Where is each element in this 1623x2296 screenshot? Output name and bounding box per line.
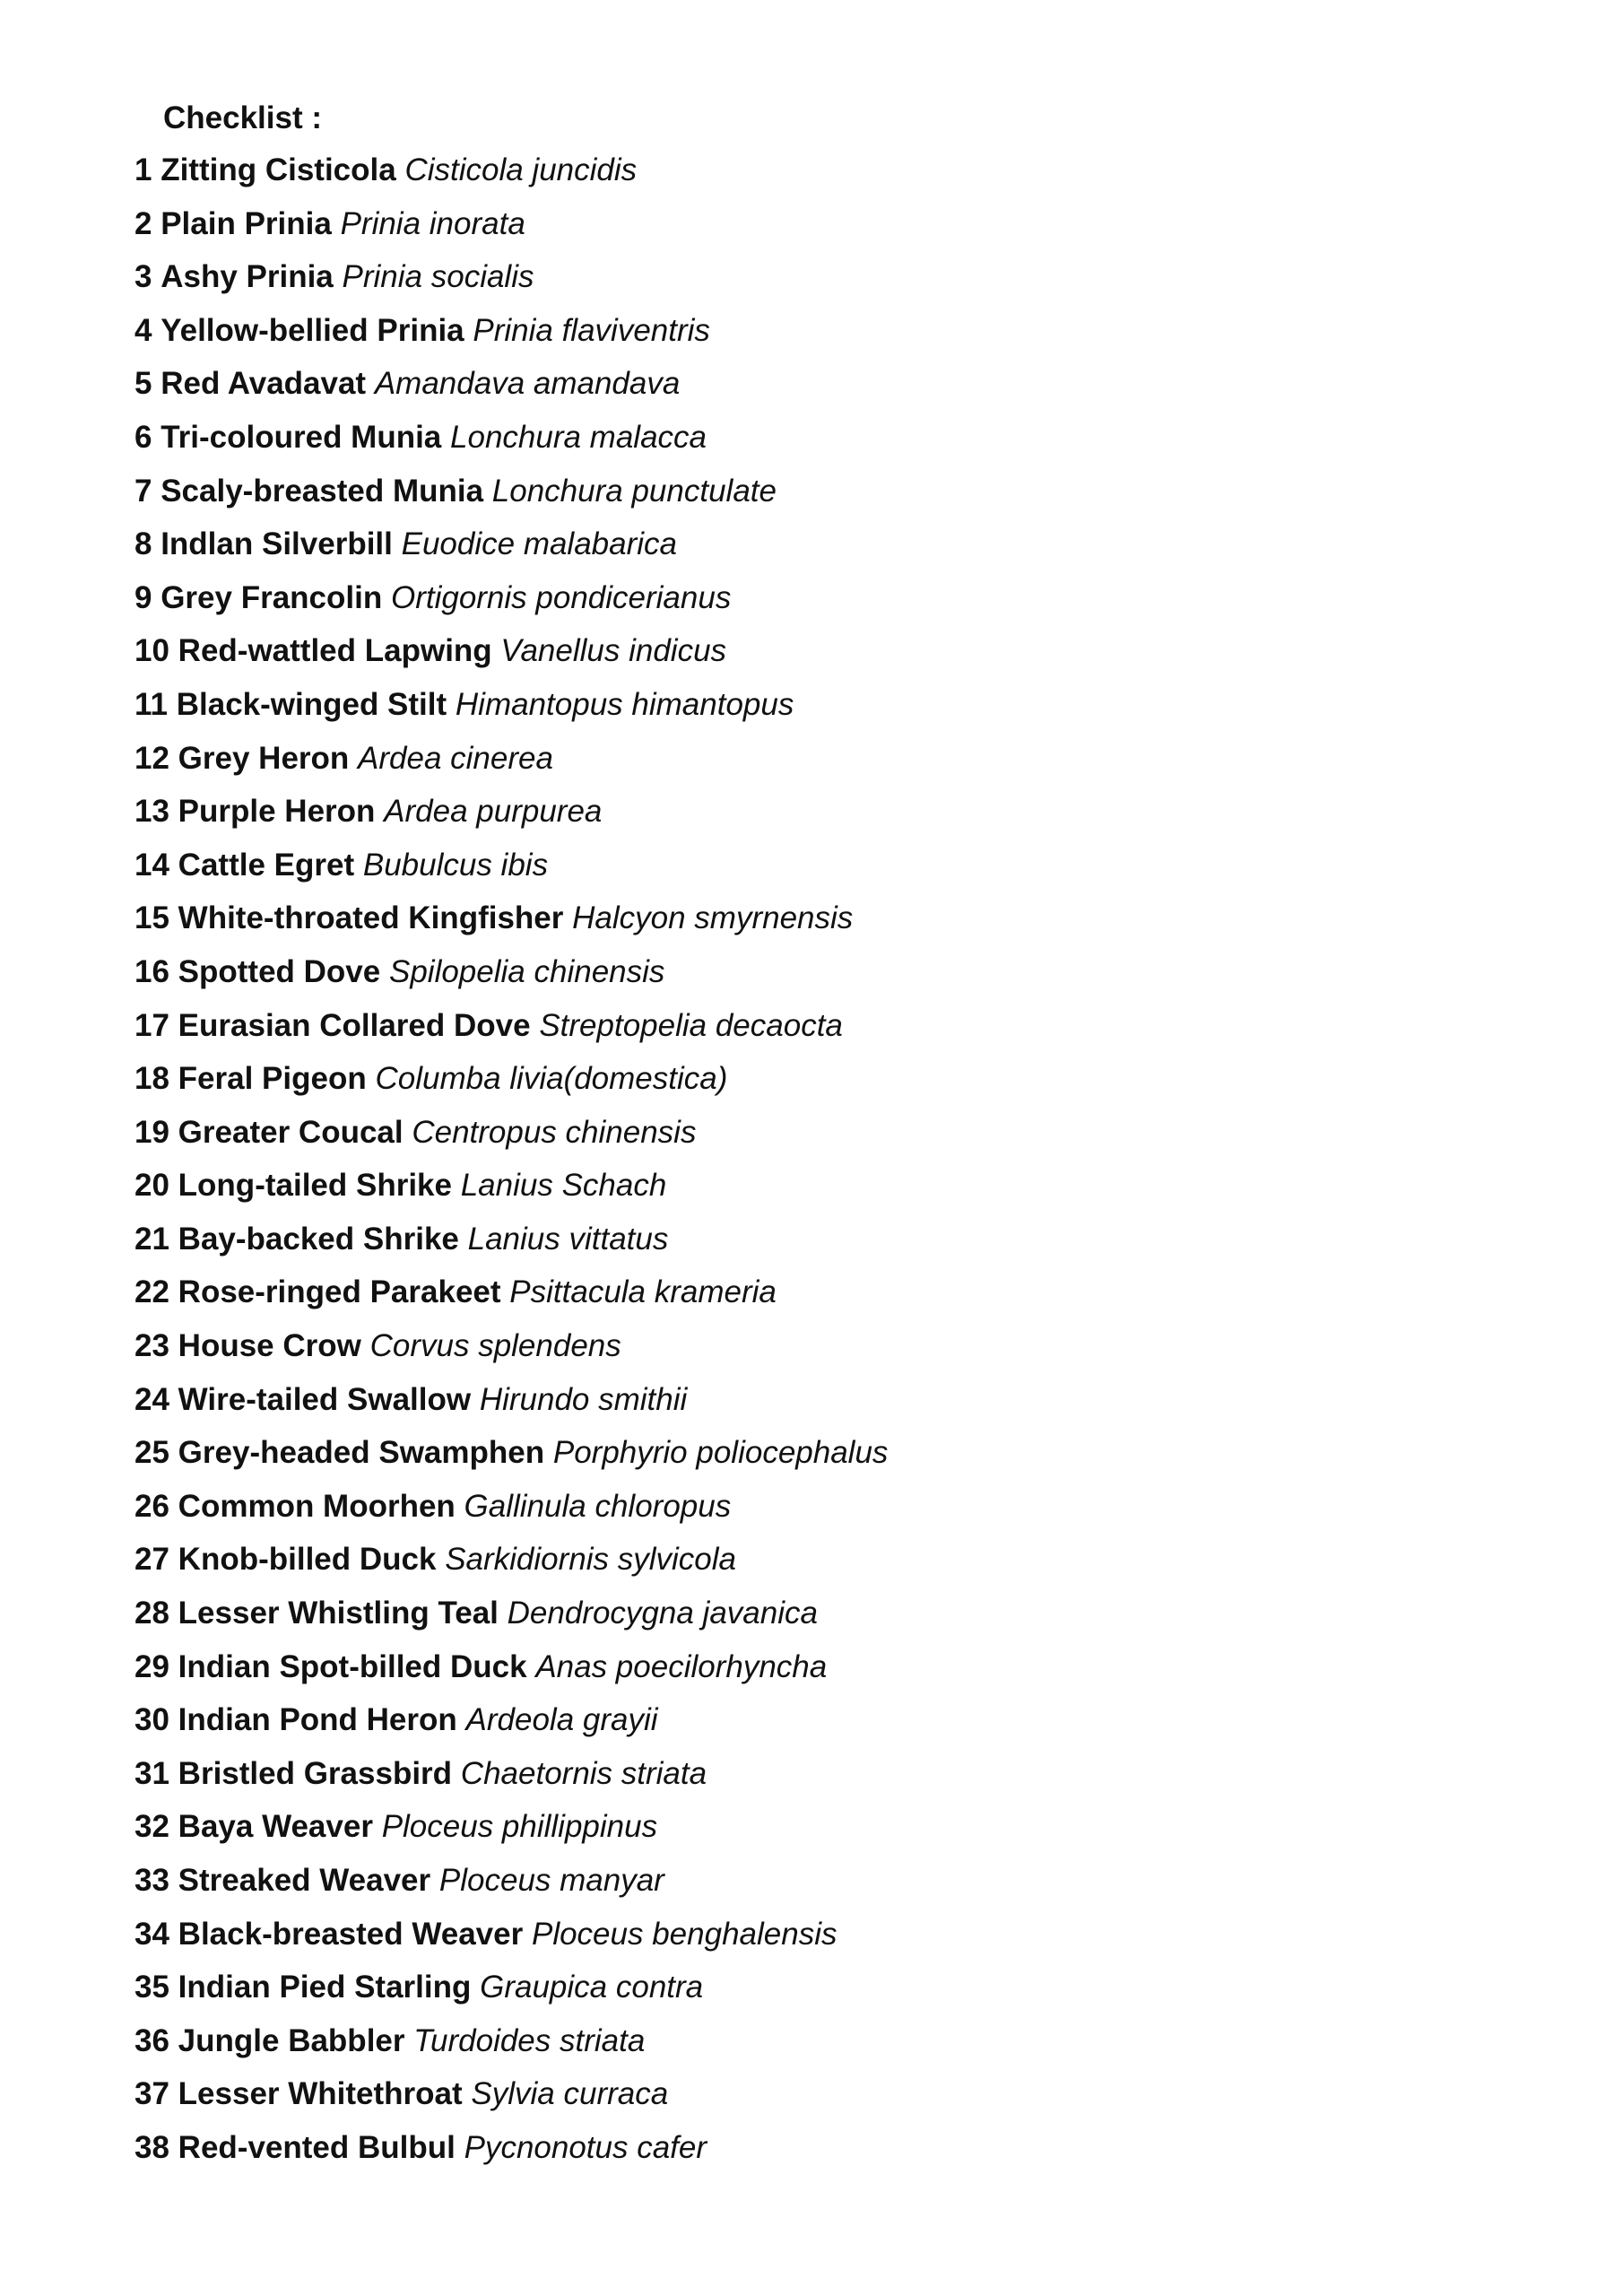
species-number: 20	[135, 1168, 169, 1204]
species-common-name: Indian Spot-billed Duck	[178, 1648, 527, 1684]
species-scientific-name: Halcyon smyrnensis	[572, 900, 854, 936]
species-item	[135, 1640, 1480, 1694]
species-number: 12	[135, 740, 169, 776]
species-scientific-name: Lanius Schach	[460, 1168, 667, 1204]
species-scientific-name: Lanius vittatus	[467, 1221, 669, 1257]
species-item	[135, 839, 1480, 892]
species-scientific-name: Ploceus manyar	[438, 1863, 664, 1898]
species-common-name: Indian Pond Heron	[178, 1702, 457, 1738]
species-number: 30	[135, 1702, 169, 1738]
species-scientific-name: Anas poecilorhyncha	[535, 1648, 828, 1684]
species-number: 37	[135, 2076, 169, 2112]
species-number: 7	[135, 473, 152, 509]
species-scientific-name: Lonchura punctulate	[491, 473, 777, 509]
species-common-name: Knob-billed Duck	[178, 1542, 437, 1578]
species-scientific-name: Lonchura malacca	[450, 419, 707, 455]
species-item	[135, 357, 1480, 411]
species-common-name: Grey Francolin	[161, 579, 383, 615]
species-scientific-name: Prinia socialis	[342, 259, 534, 295]
species-item	[135, 1747, 1480, 1801]
species-item	[135, 1052, 1480, 1106]
species-number: 28	[135, 1596, 169, 1631]
species-item	[135, 1480, 1480, 1534]
species-scientific-name: Sylvia curraca	[471, 2076, 669, 2112]
species-number: 32	[135, 1809, 169, 1845]
species-common-name: Scaly-breasted Munia	[161, 473, 484, 509]
species-number: 23	[135, 1328, 169, 1364]
species-common-name: Common Moorhen	[178, 1488, 456, 1524]
species-common-name: Streaked Weaver	[178, 1863, 431, 1898]
species-common-name: Baya Weaver	[178, 1809, 373, 1845]
species-common-name: Bay-backed Shrike	[178, 1221, 459, 1257]
species-item	[135, 1800, 1480, 1854]
species-item	[135, 1426, 1480, 1480]
species-number: 4	[135, 312, 152, 348]
species-scientific-name: Centropus chinensis	[412, 1114, 697, 1150]
species-item	[135, 1213, 1480, 1266]
species-item	[135, 304, 1480, 358]
species-common-name: Black-winged Stilt	[176, 686, 447, 722]
species-item	[135, 1265, 1480, 1319]
species-scientific-name: Euodice malabarica	[401, 526, 678, 562]
species-number: 17	[135, 1007, 169, 1043]
species-common-name: White-throated Kingfisher	[178, 900, 564, 936]
species-number: 27	[135, 1542, 169, 1578]
species-item	[135, 571, 1480, 625]
species-number: 9	[135, 579, 152, 615]
species-item	[135, 785, 1480, 839]
species-common-name: Zitting Cisticola	[161, 152, 396, 187]
species-number: 5	[135, 366, 152, 402]
species-common-name: Indian Pied Starling	[178, 1970, 472, 2005]
checklist-heading: Checklist :	[163, 100, 322, 135]
species-common-name: Red-wattled Lapwing	[178, 633, 492, 669]
species-number: 34	[135, 1916, 169, 1952]
document-page	[135, 97, 1480, 2175]
species-common-name: Jungle Babbler	[178, 2022, 405, 2058]
species-scientific-name: Sarkidiornis sylvicola	[445, 1542, 737, 1578]
species-item	[135, 1373, 1480, 1427]
species-common-name: Red Avadavat	[161, 366, 367, 402]
species-item	[135, 2067, 1480, 2121]
species-item	[135, 624, 1480, 678]
species-item	[135, 1106, 1480, 1160]
species-number: 36	[135, 2022, 169, 2058]
species-common-name: Black-breasted Weaver	[178, 1916, 524, 1952]
species-scientific-name: Corvus splendens	[369, 1328, 621, 1364]
species-number: 11	[135, 686, 168, 722]
species-scientific-name: Prinia flaviventris	[473, 312, 710, 348]
species-item	[135, 732, 1480, 786]
species-number: 10	[135, 633, 169, 669]
species-item	[135, 197, 1480, 251]
species-item	[135, 1854, 1480, 1908]
species-scientific-name: Dendrocygna javanica	[507, 1596, 818, 1631]
species-scientific-name: Ardea cinerea	[358, 740, 553, 776]
species-item	[135, 411, 1480, 465]
species-item	[135, 1159, 1480, 1213]
species-scientific-name: Ortigornis pondicerianus	[390, 579, 732, 615]
species-item	[135, 2121, 1480, 2175]
species-scientific-name: Gallinula chloropus	[464, 1488, 732, 1524]
species-number: 1	[135, 152, 152, 187]
species-common-name: Grey-headed Swamphen	[178, 1435, 545, 1471]
species-scientific-name: Bubulcus ibis	[362, 847, 549, 883]
species-common-name: Ashy Prinia	[161, 259, 334, 295]
species-common-name: Plain Prinia	[161, 205, 332, 241]
species-common-name: Grey Heron	[178, 740, 350, 776]
species-scientific-name: Himantopus himantopus	[455, 686, 794, 722]
species-item	[135, 1693, 1480, 1747]
species-number: 13	[135, 794, 169, 830]
species-item	[135, 1319, 1480, 1373]
species-scientific-name: Hirundo smithii	[479, 1381, 688, 1417]
species-item	[135, 517, 1480, 571]
species-number: 15	[135, 900, 169, 936]
species-common-name: Bristled Grassbird	[178, 1755, 453, 1791]
species-common-name: Rose-ringed Parakeet	[178, 1274, 501, 1310]
species-item	[135, 465, 1480, 518]
species-scientific-name: Spilopelia chinensis	[388, 953, 665, 989]
species-item	[135, 999, 1480, 1053]
species-scientific-name: Streptopelia decaocta	[539, 1007, 843, 1043]
species-item	[135, 678, 1480, 732]
species-scientific-name: Vanellus indicus	[500, 633, 727, 669]
species-scientific-name: Pycnonotus cafer	[464, 2129, 707, 2165]
species-number: 26	[135, 1488, 169, 1524]
species-scientific-name: Amandava amandava	[374, 366, 681, 402]
species-number: 19	[135, 1114, 169, 1150]
species-number: 8	[135, 526, 152, 562]
species-item	[135, 144, 1480, 197]
species-common-name: Long-tailed Shrike	[178, 1168, 452, 1204]
species-scientific-name: Psittacula krameria	[509, 1274, 777, 1310]
species-number: 33	[135, 1863, 169, 1898]
species-number: 2	[135, 205, 152, 241]
species-common-name: Feral Pigeon	[178, 1061, 367, 1097]
species-common-name: Tri-coloured Munia	[161, 419, 442, 455]
species-item	[135, 2014, 1480, 2068]
species-number: 6	[135, 419, 152, 455]
species-scientific-name: Ploceus phillippinus	[381, 1809, 658, 1845]
species-number: 21	[135, 1221, 169, 1257]
species-scientific-name: Ploceus benghalensis	[531, 1916, 838, 1952]
species-scientific-name: Graupica contra	[480, 1970, 704, 2005]
species-common-name: Cattle Egret	[178, 847, 355, 883]
species-scientific-name: Chaetornis striata	[460, 1755, 707, 1791]
species-item	[135, 1908, 1480, 1961]
species-common-name: House Crow	[178, 1328, 361, 1364]
species-number: 22	[135, 1274, 169, 1310]
species-item	[135, 891, 1480, 945]
species-common-name: Purple Heron	[178, 794, 376, 830]
species-item	[135, 1587, 1480, 1640]
species-number: 31	[135, 1755, 169, 1791]
species-common-name: Indlan Silverbill	[161, 526, 393, 562]
species-common-name: Yellow-bellied Prinia	[161, 312, 464, 348]
species-item	[135, 250, 1480, 304]
species-number: 38	[135, 2129, 169, 2165]
species-scientific-name: Columba livia(domestica)	[375, 1061, 728, 1097]
species-item	[135, 945, 1480, 999]
species-item	[135, 1533, 1480, 1587]
species-common-name: Lesser Whistling Teal	[178, 1596, 499, 1631]
species-number: 25	[135, 1435, 169, 1471]
species-scientific-name: Ardeola grayii	[465, 1702, 658, 1738]
species-scientific-name: Turdoides striata	[413, 2022, 646, 2058]
species-number: 35	[135, 1970, 169, 2005]
species-list	[135, 144, 1480, 2175]
species-number: 18	[135, 1061, 169, 1097]
species-common-name: Eurasian Collared Dove	[178, 1007, 531, 1043]
species-scientific-name: Porphyrio poliocephalus	[552, 1435, 889, 1471]
species-common-name: Spotted Dove	[178, 953, 381, 989]
species-scientific-name: Ardea purpurea	[384, 794, 603, 830]
species-number: 14	[135, 847, 169, 883]
species-scientific-name: Cisticola juncidis	[404, 152, 638, 187]
species-scientific-name: Prinia inorata	[340, 205, 525, 241]
species-number: 16	[135, 953, 169, 989]
species-number: 29	[135, 1648, 169, 1684]
species-common-name: Wire-tailed Swallow	[178, 1381, 472, 1417]
species-number: 3	[135, 259, 152, 295]
species-common-name: Greater Coucal	[178, 1114, 404, 1150]
species-item	[135, 1961, 1480, 2014]
species-common-name: Lesser Whitethroat	[178, 2076, 463, 2112]
species-number: 24	[135, 1381, 169, 1417]
species-common-name: Red-vented Bulbul	[178, 2129, 456, 2165]
